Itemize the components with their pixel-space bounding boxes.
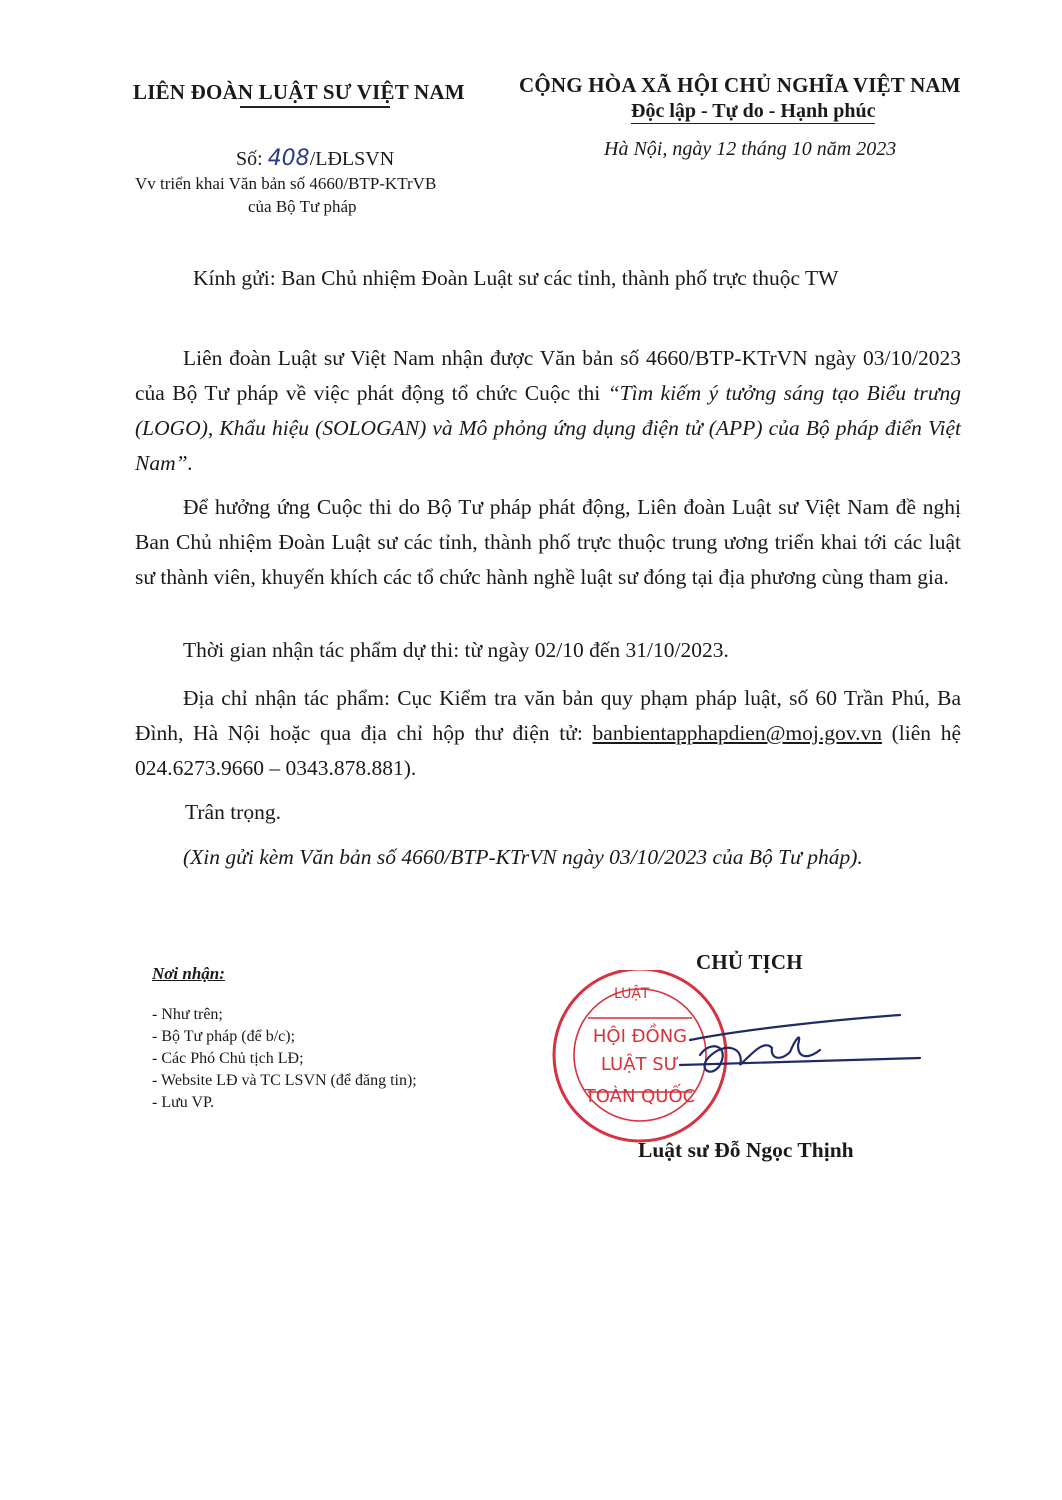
- contest-name: “Tìm kiếm ý tưởng sáng tạo Biểu trưng (LOGO), Khẩu hiệu (SOLOGAN) và Mô phỏng ứng dụng điện tử (APP) của Bộ pháp điển Việt Nam”.: [135, 381, 961, 475]
- signer-name: Luật sư Đỗ Ngọc Thịnh: [638, 1138, 854, 1162]
- country-name: CỘNG HÒA XÃ HỘI CHỦ NGHĨA VIỆT NAM: [519, 73, 961, 97]
- place-date: Hà Nội, ngày 12 tháng 10 năm 2023: [604, 138, 897, 160]
- stamp-line-3: TOÀN QUỐC: [584, 1086, 696, 1107]
- recipient-item: - Website LĐ và TC LSVN (để đăng tin);: [152, 1072, 417, 1089]
- paragraph-4: [135, 681, 961, 786]
- recipients-list: [152, 1004, 417, 1114]
- paragraph-5: Trân trọng.: [185, 800, 281, 824]
- subject-line-1: Vv triển khai Văn bản số 4660/BTP-KTrVB: [135, 174, 437, 193]
- doc-number-prefix: Số:: [236, 148, 268, 170]
- motto: Độc lập - Tự do - Hạnh phúc: [631, 100, 876, 122]
- stamp-line-1: HỘI ĐỒNG: [592, 1026, 688, 1047]
- paragraph-2: Để hưởng ứng Cuộc thi do Bộ Tư pháp phát động, Liên đoàn Luật sư Việt Nam đề nghị Ban Chủ nhiệm Đoàn Luật sư các tỉnh, thành phố trực thuộc trung ương triển khai tới các luật sư thành viên, khuyến khích các tổ chức hành nghề luật sư đóng tại địa phương cùng tham gia.: [135, 495, 961, 589]
- stamp-line-2: LUẬT SƯ: [600, 1054, 680, 1075]
- handwritten-signature: [680, 1015, 920, 1072]
- paragraph-1: [135, 341, 961, 481]
- signer-title: CHỦ TỊCH: [696, 950, 803, 974]
- paragraph-1-text: Liên đoàn Luật sư Việt Nam nhận được Văn bản số 4660/BTP-KTrVN ngày 03/10/2023 của Bộ Tư pháp về việc phát động tổ chức Cuộc thi: [135, 346, 961, 405]
- recipient-item: - Như trên;: [152, 1006, 223, 1023]
- email-link[interactable]: banbientapphapdien@moj.gov.vn: [592, 721, 882, 745]
- recipients-title: Nơi nhận:: [152, 964, 225, 983]
- doc-number: [236, 146, 394, 171]
- stamp-top-text: LUẬT: [614, 986, 650, 1002]
- paragraph-6: (Xin gửi kèm Văn bản số 4660/BTP-KTrVN ngày 03/10/2023 của Bộ Tư pháp).: [183, 845, 863, 869]
- subject-line-2: của Bộ Tư pháp: [248, 197, 357, 216]
- org-name: LIÊN ĐOÀN LUẬT SƯ VIỆT NAM: [133, 80, 465, 104]
- org-name-underline: [240, 106, 390, 108]
- paragraph-4-text: Địa chỉ nhận tác phẩm: Cục Kiểm tra văn bản quy phạm pháp luật, số 60 Trần Phú, Ba Đình, Hà Nội hoặc qua địa chỉ hộp thư điện tử:: [135, 686, 961, 745]
- recipient-item: - Bộ Tư pháp (để b/c);: [152, 1028, 296, 1045]
- recipient-item: - Các Phó Chủ tịch LĐ;: [152, 1050, 304, 1067]
- paragraph-4-contact: (liên hệ 024.6273.9660 – 0343.878.881).: [135, 721, 961, 780]
- recipient-item: - Lưu VP.: [152, 1094, 215, 1111]
- paragraph-3: Thời gian nhận tác phẩm dự thi: từ ngày 02/10 đến 31/10/2023.: [183, 638, 729, 662]
- doc-number-handwritten: 408: [267, 146, 310, 171]
- doc-number-suffix: /LĐLSVN: [309, 148, 395, 170]
- salutation: Kính gửi: Ban Chủ nhiệm Đoàn Luật sư các tỉnh, thành phố trực thuộc TW: [193, 266, 839, 290]
